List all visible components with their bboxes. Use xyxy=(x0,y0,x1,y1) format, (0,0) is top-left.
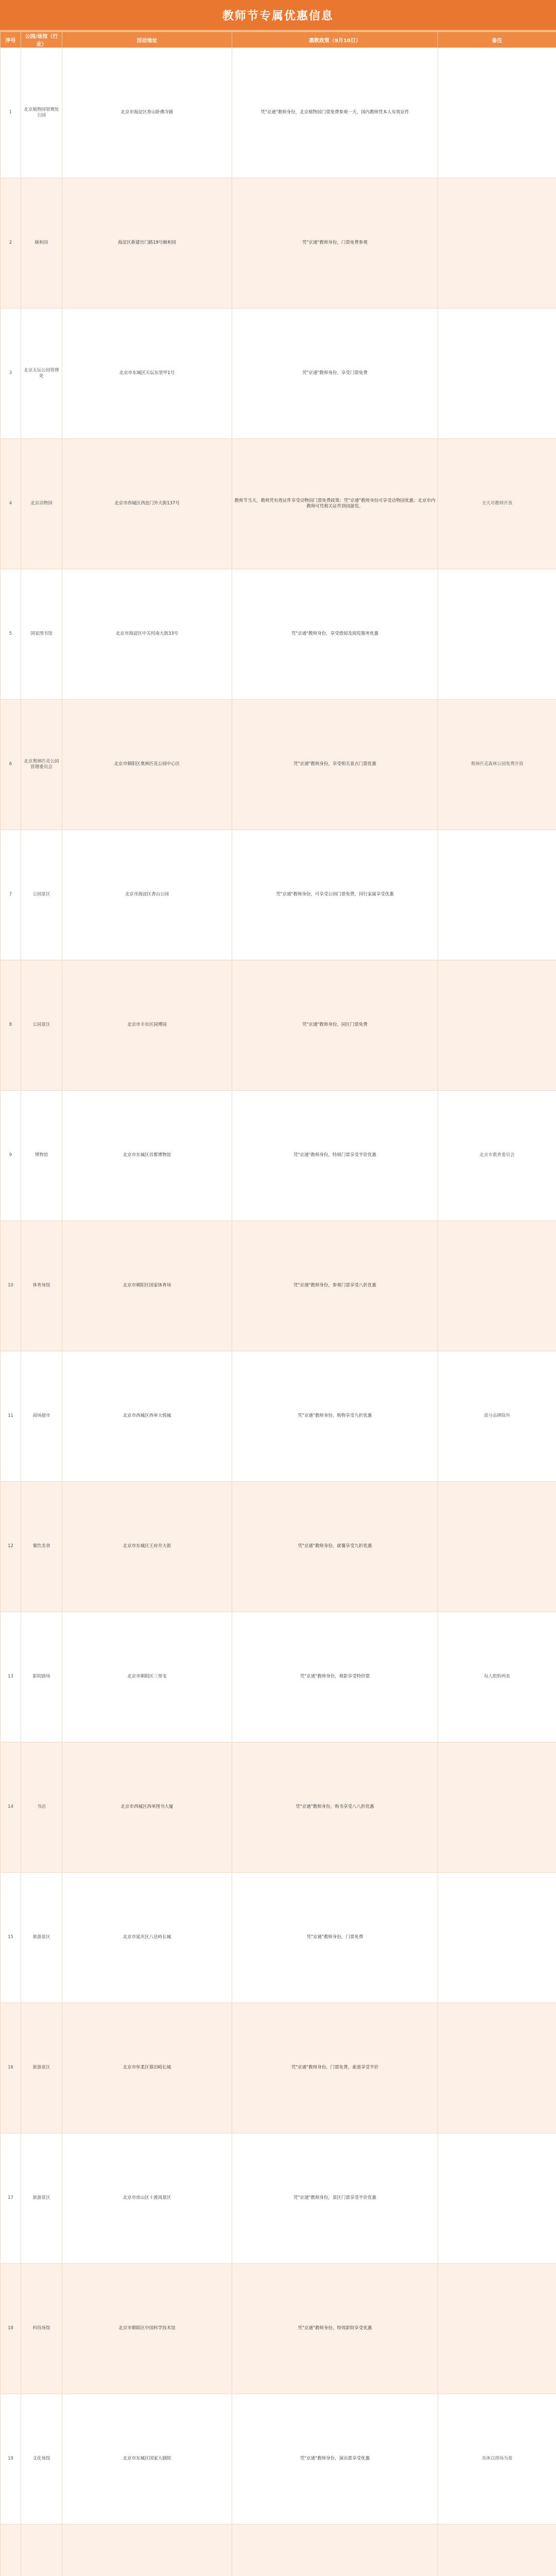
row-category: 北京奥林匹克公园管理委员会 xyxy=(21,700,62,830)
row-remark xyxy=(438,178,556,309)
table-row xyxy=(1,178,556,309)
header-address: 活动地址 xyxy=(62,32,232,48)
table-row xyxy=(1,2003,556,2133)
row-address: 海淀区新建宫门路19号颐和园 xyxy=(62,178,232,309)
row-seq: 16 xyxy=(1,2003,21,2133)
row-remark: 全天对教师开放 xyxy=(438,439,556,569)
row-address: 北京市东城区王府井大街 xyxy=(62,1482,232,1612)
row-remark: 北京市教育委员会 xyxy=(438,1091,556,1221)
row-seq: 15 xyxy=(1,1873,21,2003)
row-seq: 18 xyxy=(1,2264,21,2394)
row-remark xyxy=(438,2003,556,2133)
table-row xyxy=(1,2133,556,2264)
row-address: 北京市西城区西单大悦城 xyxy=(62,1351,232,1482)
table-row xyxy=(1,1091,556,1221)
row-address: 北京市朝阳区奥林匹克公园中心区 xyxy=(62,700,232,830)
table-row xyxy=(1,700,556,830)
row-address: 北京市延庆区八达岭长城 xyxy=(62,1873,232,2003)
row-address: 北京市朝阳区中国科学技术馆 xyxy=(62,2264,232,2394)
row-address: 北京市海淀区香山卧佛寺路 xyxy=(62,48,232,178)
row-seq: 2 xyxy=(1,178,21,309)
row-category xyxy=(21,2524,62,2576)
table-row xyxy=(1,309,556,439)
row-policy xyxy=(232,2524,438,2576)
row-remark: 具体以现场为准 xyxy=(438,2394,556,2524)
row-address: 北京市东城区国家大剧院 xyxy=(62,2394,232,2524)
row-category: 旅游景区 xyxy=(21,1873,62,2003)
table-row xyxy=(1,2394,556,2524)
row-seq: 6 xyxy=(1,700,21,830)
row-remark xyxy=(438,1742,556,1873)
row-policy: 凭"京通"教师身份，特展门票享受半价优惠 xyxy=(232,1091,438,1221)
row-category: 公园景区 xyxy=(21,830,62,960)
row-address: 北京市怀柔区慕田峪长城 xyxy=(62,2003,232,2133)
row-category: 北京天坛公园管理处 xyxy=(21,309,62,439)
row-remark xyxy=(438,1482,556,1612)
row-remark: 部分品牌除外 xyxy=(438,1351,556,1482)
table-row xyxy=(1,1351,556,1482)
row-policy: 凭"京通"教师身份，园区门票免费 xyxy=(232,960,438,1091)
row-remark: 每人限购两张 xyxy=(438,1612,556,1742)
table-row xyxy=(1,2524,556,2576)
row-remark: 奥林匹克森林公园免费开放 xyxy=(438,700,556,830)
row-policy: 凭"京通"教师身份，观影享受特价票 xyxy=(232,1612,438,1742)
table-row xyxy=(1,1482,556,1612)
row-category: 颐和园 xyxy=(21,178,62,309)
row-remark xyxy=(438,48,556,178)
row-category: 旅游景区 xyxy=(21,2133,62,2264)
row-address: 北京市西城区西单图书大厦 xyxy=(62,1742,232,1873)
row-address: 北京市海淀区香山公园 xyxy=(62,830,232,960)
row-address: 北京市东城区天坛东里甲1号 xyxy=(62,309,232,439)
row-category: 博物馆 xyxy=(21,1091,62,1221)
row-category: 国家图书馆 xyxy=(21,569,62,700)
row-category: 公园景区 xyxy=(21,960,62,1091)
row-policy: 教师节当天，教师凭有效证件享受动物园门票免费政策；凭"京通"教师身份可享受动物园优惠；北京市内教师可凭相关证件到园游览。 xyxy=(232,439,438,569)
row-seq: 5 xyxy=(1,569,21,700)
row-remark xyxy=(438,2524,556,2576)
row-policy: 凭"京通"教师身份，购物享受九折优惠 xyxy=(232,1351,438,1482)
row-remark xyxy=(438,960,556,1091)
table-row xyxy=(1,1742,556,1873)
row-seq: 4 xyxy=(1,439,21,569)
row-seq: 14 xyxy=(1,1742,21,1873)
row-seq: 17 xyxy=(1,2133,21,2264)
page-title: 教师节专属优惠信息 xyxy=(0,0,556,31)
row-category: 餐饮美食 xyxy=(21,1482,62,1612)
row-policy: 凭"京通"教师身份，购书享受八八折优惠 xyxy=(232,1742,438,1873)
row-address: 北京市东城区首都博物馆 xyxy=(62,1091,232,1221)
row-seq: 8 xyxy=(1,960,21,1091)
row-seq: 12 xyxy=(1,1482,21,1612)
row-address: 北京市朝阳区三里屯 xyxy=(62,1612,232,1742)
row-policy: 凭"京通"教师身份，门票免费，索道享受半价 xyxy=(232,2003,438,2133)
row-category: 影院剧场 xyxy=(21,1612,62,1742)
row-seq: 10 xyxy=(1,1221,21,1351)
table-row xyxy=(1,960,556,1091)
row-policy: 凭"京通"教师身份，享受门票免费 xyxy=(232,309,438,439)
row-policy: 凭"京通"教师身份，北京植物园门票免费参观一天，国内教师凭本人有效证件 xyxy=(232,48,438,178)
table-row xyxy=(1,1873,556,2003)
row-policy: 凭"京通"教师身份，享受相关景点门票优惠 xyxy=(232,700,438,830)
row-remark xyxy=(438,1221,556,1351)
row-category: 书店 xyxy=(21,1742,62,1873)
row-policy: 凭"京通"教师身份，门票免费 xyxy=(232,1873,438,2003)
table-row xyxy=(1,569,556,700)
row-policy: 凭"京通"教师身份，景区门票享受半价优惠 xyxy=(232,2133,438,2264)
row-category: 科技场馆 xyxy=(21,2264,62,2394)
row-seq: 3 xyxy=(1,309,21,439)
offers-table xyxy=(0,31,556,2576)
row-policy: 凭"京通"教师身份，享受借阅及阅览服务优惠 xyxy=(232,569,438,700)
row-policy: 凭"京通"教师身份，演出票享受优惠 xyxy=(232,2394,438,2524)
header-remark: 备注 xyxy=(438,32,556,48)
row-address: 北京市西城区西直门外大街137号 xyxy=(62,439,232,569)
row-seq: 11 xyxy=(1,1351,21,1482)
row-seq: 1 xyxy=(1,48,21,178)
row-seq xyxy=(1,2524,21,2576)
row-policy: 凭"京通"教师身份，特效影院享受优惠 xyxy=(232,2264,438,2394)
header-category: 公园/场馆（行业） xyxy=(21,32,62,48)
row-address: 北京市房山区十渡风景区 xyxy=(62,2133,232,2264)
row-remark xyxy=(438,830,556,960)
row-category: 旅游景区 xyxy=(21,2003,62,2133)
row-policy: 凭"京通"教师身份，参观门票享受八折优惠 xyxy=(232,1221,438,1351)
row-address: 北京市丰台区园博园 xyxy=(62,960,232,1091)
row-seq: 9 xyxy=(1,1091,21,1221)
row-category: 商场超市 xyxy=(21,1351,62,1482)
row-seq: 13 xyxy=(1,1612,21,1742)
header-seq: 序号 xyxy=(1,32,21,48)
row-policy: 凭"京通"教师身份，可享受公园门票免费，同行家属享受优惠 xyxy=(232,830,438,960)
row-remark xyxy=(438,2133,556,2264)
row-seq: 7 xyxy=(1,830,21,960)
table-row xyxy=(1,1612,556,1742)
row-remark xyxy=(438,569,556,700)
table-header-row xyxy=(1,32,556,48)
table-row xyxy=(1,1221,556,1351)
row-seq: 19 xyxy=(1,2394,21,2524)
table-row xyxy=(1,439,556,569)
row-policy: 凭"京通"教师身份，门票免费参观 xyxy=(232,178,438,309)
table-row xyxy=(1,2264,556,2394)
header-policy: 惠教政策（9月10日） xyxy=(232,32,438,48)
table-row xyxy=(1,830,556,960)
row-policy: 凭"京通"教师身份，就餐享受九折优惠 xyxy=(232,1482,438,1612)
table-row xyxy=(1,48,556,178)
row-category: 北京动物园 xyxy=(21,439,62,569)
row-address xyxy=(62,2524,232,2576)
row-remark xyxy=(438,2264,556,2394)
row-category: 体育场馆 xyxy=(21,1221,62,1351)
row-remark xyxy=(438,1873,556,2003)
row-category: 北京植物园管理处公园 xyxy=(21,48,62,178)
row-category: 文化场馆 xyxy=(21,2394,62,2524)
row-address: 北京市海淀区中关村南大街33号 xyxy=(62,569,232,700)
row-address: 北京市朝阳区国家体育场 xyxy=(62,1221,232,1351)
row-remark xyxy=(438,309,556,439)
